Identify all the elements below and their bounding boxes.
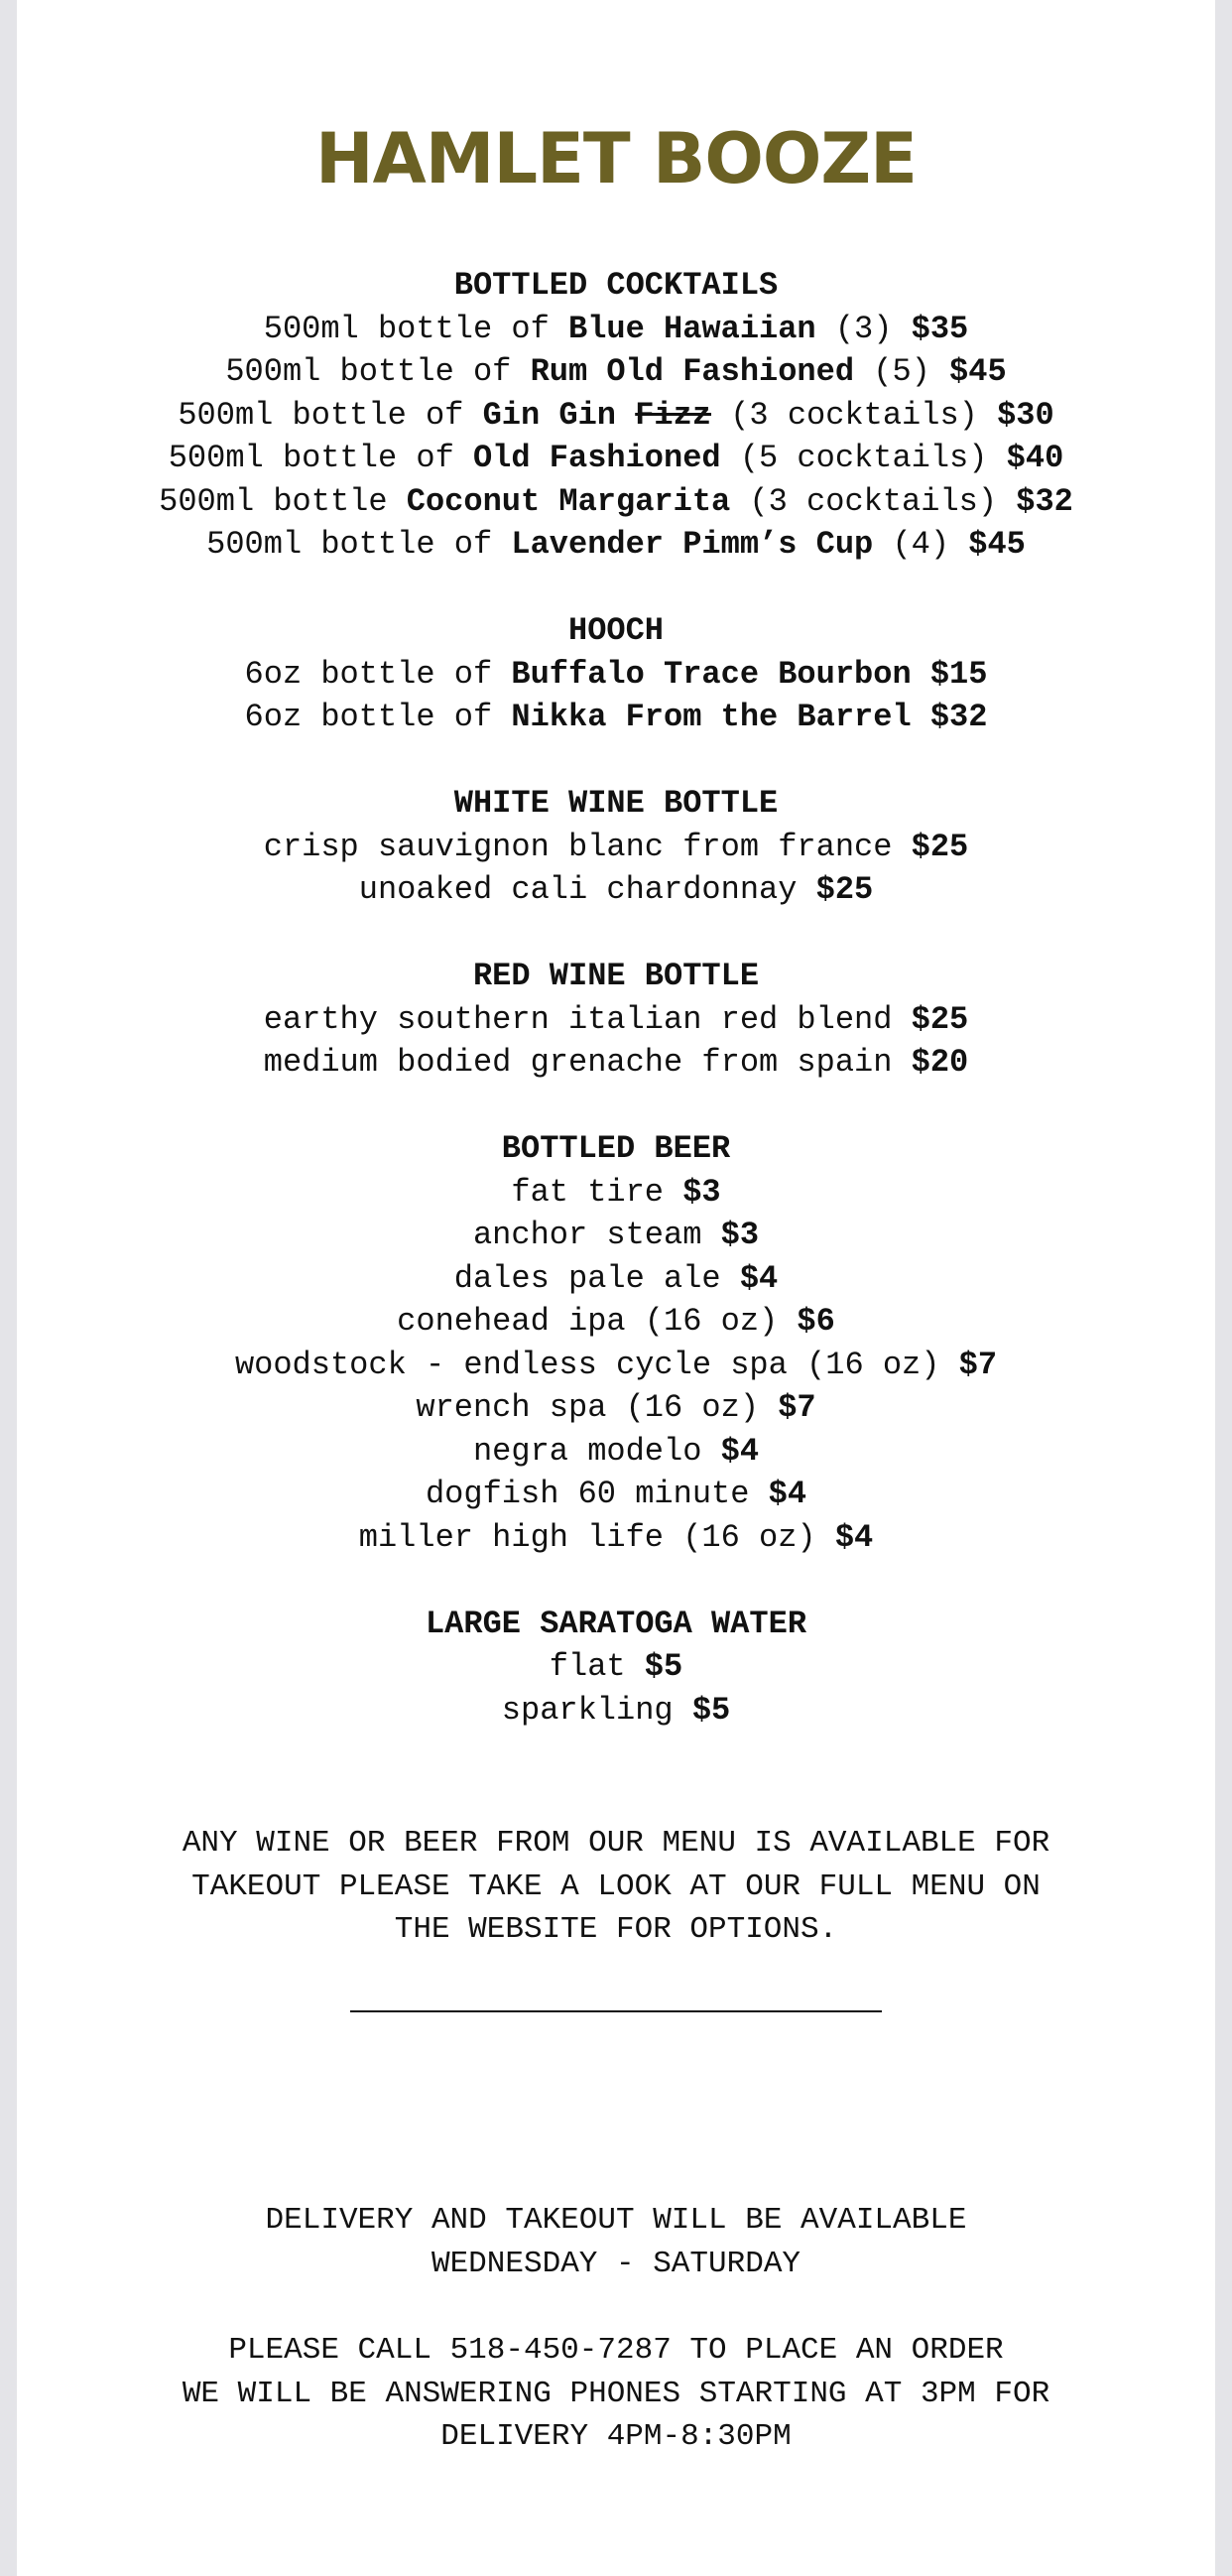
menu-item bbox=[17, 1257, 1215, 1301]
item-description: flat bbox=[549, 1648, 645, 1685]
menu-item bbox=[17, 868, 1215, 912]
menu-item bbox=[17, 1430, 1215, 1474]
takeout-notice bbox=[17, 1822, 1215, 1952]
section-title: WHITE WINE BOTTLE bbox=[453, 785, 779, 822]
item-size bbox=[912, 699, 930, 735]
menu-section bbox=[17, 1127, 1215, 1559]
menu-section bbox=[17, 264, 1215, 567]
item-description: medium bodied grenache from spain bbox=[263, 1044, 912, 1081]
menu-item bbox=[17, 1344, 1215, 1387]
item-description: sparkling bbox=[501, 1691, 692, 1729]
item-price: $6 bbox=[797, 1303, 835, 1340]
item-price: $45 bbox=[968, 526, 1026, 563]
section-title: LARGE SARATOGA WATER bbox=[425, 1605, 807, 1642]
item-description: 500ml bottle of bbox=[168, 440, 473, 476]
item-description: 500ml bottle of bbox=[263, 310, 568, 347]
item-price: $7 bbox=[778, 1389, 816, 1426]
order-notice bbox=[17, 2329, 1215, 2459]
notice-line: TAKEOUT PLEASE TAKE A LOOK AT OUR FULL MENU ON bbox=[191, 1868, 1041, 1904]
item-description: 6oz bottle of bbox=[244, 699, 512, 735]
item-name-struck: Fizz bbox=[635, 396, 712, 434]
menu-section bbox=[17, 1603, 1215, 1733]
menu-item bbox=[17, 1214, 1215, 1257]
menu-item bbox=[17, 1300, 1215, 1344]
item-description: 6oz bottle of bbox=[244, 655, 512, 693]
item-name: Old Fashioned bbox=[472, 440, 721, 476]
item-description: 500ml bottle of bbox=[225, 353, 531, 390]
item-name: Lavender Pimm’s Cup bbox=[511, 526, 874, 563]
menu-item bbox=[17, 394, 1215, 438]
menu-item bbox=[17, 1041, 1215, 1085]
item-name: Buffalo Trace Bourbon bbox=[511, 655, 912, 693]
notice-line: ANY WINE OR BEER FROM OUR MENU IS AVAILABLE FOR bbox=[182, 1826, 1050, 1861]
section-title: BOTTLED BEER bbox=[501, 1130, 731, 1167]
item-size: (3) bbox=[815, 310, 912, 347]
item-price: $7 bbox=[958, 1346, 998, 1383]
item-size: (3 cocktails) bbox=[730, 482, 1017, 520]
item-description: wrench spa (16 oz) bbox=[416, 1389, 779, 1426]
item-description: crisp sauvignon blanc from france bbox=[263, 828, 912, 865]
item-price: $3 bbox=[682, 1173, 721, 1211]
item-price: $20 bbox=[911, 1044, 969, 1081]
item-description: unoaked cali chardonnay bbox=[358, 871, 816, 908]
menu-item bbox=[17, 523, 1215, 567]
item-description: fat tire bbox=[511, 1173, 683, 1211]
item-size bbox=[912, 656, 930, 693]
item-size: (3 cocktails) bbox=[711, 396, 998, 434]
item-price: $5 bbox=[644, 1648, 683, 1685]
notice-line: WE WILL BE ANSWERING PHONES STARTING AT 3PM FOR bbox=[182, 2376, 1050, 2411]
menu-section bbox=[17, 609, 1215, 739]
menu-item bbox=[17, 696, 1215, 739]
menu-page bbox=[17, 0, 1215, 2576]
menu-item bbox=[17, 1473, 1215, 1516]
item-description: earthy southern italian red blend bbox=[263, 1000, 912, 1038]
item-description: dales pale ale bbox=[453, 1259, 740, 1297]
menu-item bbox=[17, 826, 1215, 869]
item-description: dogfish 60 minute bbox=[425, 1476, 769, 1512]
delivery-notice bbox=[17, 2199, 1215, 2285]
menu-item bbox=[17, 1171, 1215, 1215]
item-price: $45 bbox=[949, 353, 1007, 390]
item-name: Nikka From the Barrel bbox=[511, 699, 912, 735]
item-description: miller high life (16 oz) bbox=[358, 1518, 835, 1556]
item-description: negra modelo bbox=[472, 1432, 721, 1470]
item-price: $32 bbox=[1016, 482, 1073, 520]
item-name: Coconut Margarita bbox=[406, 482, 731, 520]
menu-item bbox=[17, 480, 1215, 524]
item-description: woodstock - endless cycle spa (16 oz) bbox=[234, 1346, 959, 1383]
menu-item bbox=[17, 998, 1215, 1042]
section-title: HOOCH bbox=[567, 612, 664, 649]
item-description: anchor steam bbox=[472, 1217, 721, 1253]
notice-line: WEDNESDAY - SATURDAY bbox=[431, 2246, 801, 2281]
notice-line: DELIVERY AND TAKEOUT WILL BE AVAILABLE bbox=[265, 2203, 967, 2238]
section-title: RED WINE BOTTLE bbox=[472, 958, 760, 994]
item-price: $30 bbox=[997, 396, 1054, 434]
item-description: 500ml bottle bbox=[159, 482, 407, 520]
brand-logo: HAMLET BOOZE bbox=[315, 118, 917, 199]
menu-item bbox=[17, 1645, 1215, 1689]
notice-line: THE WEBSITE FOR OPTIONS. bbox=[394, 1912, 838, 1947]
menu-sections bbox=[17, 264, 1215, 1775]
item-price: $25 bbox=[815, 871, 874, 908]
item-name: Blue Hawaiian bbox=[567, 310, 816, 347]
item-price: $4 bbox=[739, 1259, 779, 1297]
item-name: Gin Gin bbox=[482, 396, 636, 434]
menu-section bbox=[17, 782, 1215, 912]
item-price: $25 bbox=[911, 828, 969, 865]
notice-line: PLEASE CALL 518-450-7287 TO PLACE AN ORDER bbox=[228, 2333, 1004, 2368]
item-size: (4) bbox=[873, 526, 969, 563]
menu-item bbox=[17, 1689, 1215, 1733]
menu-item bbox=[17, 653, 1215, 697]
menu-item bbox=[17, 1386, 1215, 1430]
item-description: 500ml bottle of bbox=[178, 396, 483, 434]
item-description: conehead ipa (16 oz) bbox=[397, 1303, 798, 1340]
item-price: $40 bbox=[1006, 440, 1064, 476]
menu-item bbox=[17, 437, 1215, 480]
menu-item bbox=[17, 1516, 1215, 1560]
notice-line: DELIVERY 4PM-8:30PM bbox=[440, 2419, 792, 2454]
item-price: $5 bbox=[691, 1691, 731, 1729]
item-price: $4 bbox=[834, 1518, 874, 1556]
item-price: $4 bbox=[768, 1476, 807, 1512]
item-name: Rum Old Fashioned bbox=[530, 353, 855, 390]
item-size: (5 cocktails) bbox=[720, 440, 1007, 476]
menu-item bbox=[17, 308, 1215, 351]
item-price: $3 bbox=[720, 1217, 760, 1253]
item-price: $15 bbox=[929, 655, 988, 693]
item-price: $4 bbox=[720, 1432, 760, 1470]
item-size: (5) bbox=[854, 353, 950, 390]
item-price: $35 bbox=[911, 310, 969, 347]
section-title: BOTTLED COCKTAILS bbox=[453, 267, 779, 304]
item-price: $25 bbox=[911, 1000, 969, 1038]
menu-section bbox=[17, 955, 1215, 1085]
menu-item bbox=[17, 350, 1215, 394]
item-description: 500ml bottle of bbox=[206, 526, 512, 563]
divider bbox=[350, 2010, 882, 2012]
item-price: $32 bbox=[929, 699, 988, 735]
